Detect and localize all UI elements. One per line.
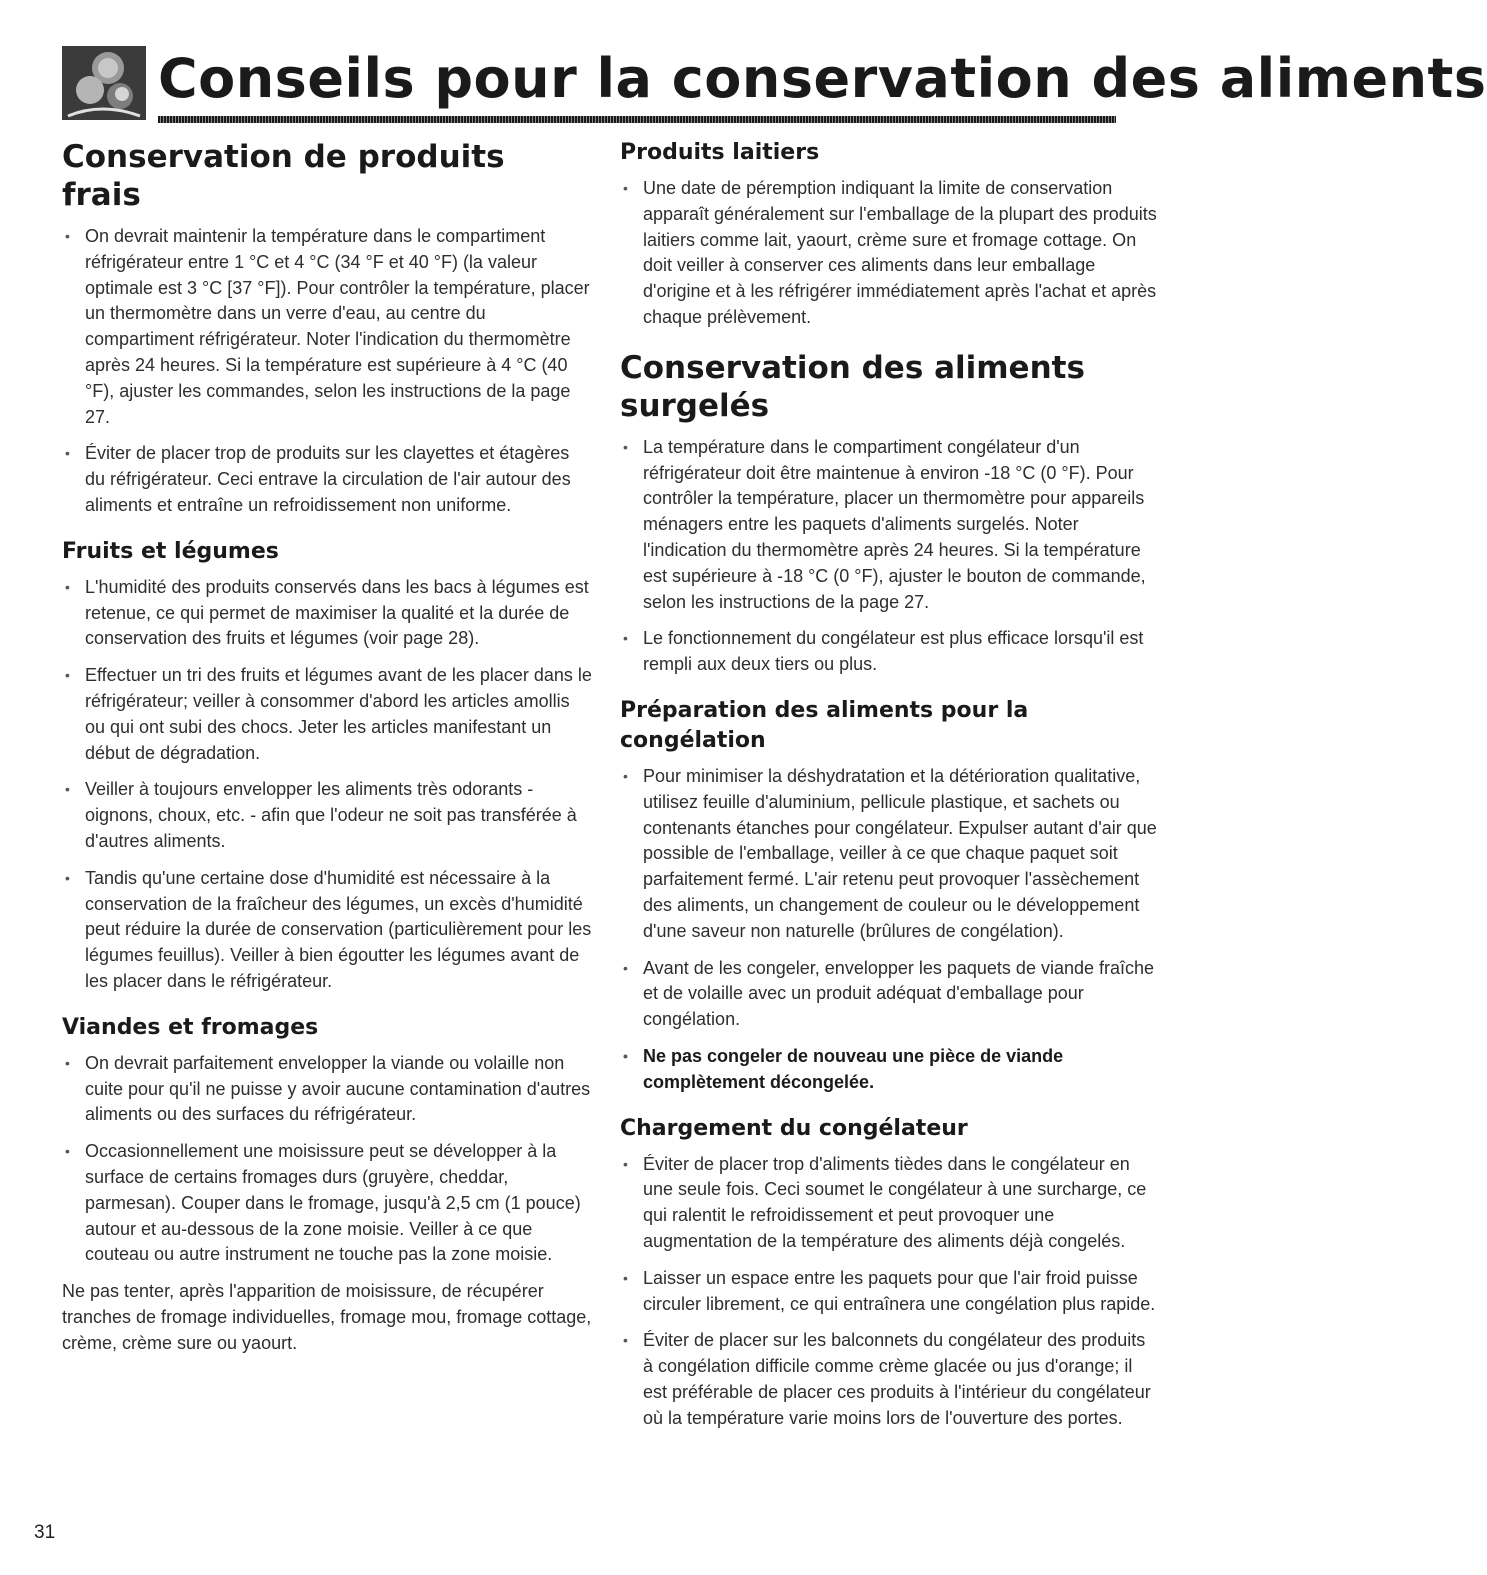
section-chargement-congelateur	[620, 1114, 1160, 1432]
left-column	[62, 138, 592, 1374]
section-preparation-congelation	[620, 696, 1160, 1096]
list-item: • Veiller à toujours envelopper les aliments très odorants - oignons, choux, etc. - afin que l'odeur ne soit pas transférée à d'autres aliments.	[62, 777, 592, 854]
list-item: • Une date de péremption indiquant la limite de conservation apparaît généralement sur l'emballage de la plupart des produits laitiers comme lait, yaourt, crème sure et fromage cottage. On doit veiller à conserver ces aliments dans leur emballage d'origine et à les réfrigérer immédiatement après l'achat et après chaque prélèvement.	[620, 176, 1160, 331]
list-item: • La température dans le compartiment congélateur d'un réfrigérateur doit être maintenue à environ -18 °C (0 °F). Pour contrôler la température, placer un thermomètre pour appareils ménagers entre les paquets d'aliments surgelés. Noter l'indication du thermomètre après 24 heures. Si la température est supérieure à -18 °C (0 °F), ajuster le bouton de commande, selon les instructions de la page 27.	[620, 435, 1160, 616]
list-item: • Occasionnellement une moisissure peut se développer à la surface de certains fromages durs (gruyère, cheddar, parmesan). Couper dans le fromage, jusqu'à 2,5 cm (1 pouce) autour et au-dessous de la zone moisie. Veiller à ce que couteau ou autre instrument ne touche pas la zone moisie.	[62, 1139, 592, 1268]
section-title: Fruits et légumes	[62, 538, 279, 564]
page-header	[62, 42, 1487, 128]
section-title: Chargement du congélateur	[620, 1115, 968, 1141]
list-item: • Éviter de placer sur les balconnets du congélateur des produits à congélation difficile comme crème glacée ou jus d'orange; il est préférable de placer ces produits à l'intérieur du congélateur où la température varie moins lors de l'ouverture des portes.	[620, 1328, 1160, 1431]
section-title: Produits laitiers	[620, 140, 820, 165]
section-title: Viandes et fromages	[62, 1014, 319, 1040]
list-item: • Avant de les congeler, envelopper les paquets de viande fraîche et de volaille avec un produit adéquat d'emballage pour congélation.	[620, 956, 1160, 1033]
section-aliments-surgeles	[620, 349, 1160, 678]
page-number: 31	[34, 1522, 56, 1543]
list-item: • L'humidité des produits conservés dans les bacs à légumes est retenue, ce qui permet de maximiser la qualité et la durée de conservation des fruits et légumes (voir page 28).	[62, 575, 592, 652]
title-rule	[158, 116, 1116, 123]
right-column	[620, 138, 1160, 1449]
section-title: Préparation des aliments pour la congélation	[620, 697, 1029, 753]
paragraph: Ne pas tenter, après l'apparition de moisissure, de récupérer tranches de fromage individuelles, fromage mou, fromage cottage, crème, crème sure ou yaourt.	[62, 1281, 592, 1353]
list-item: • Effectuer un tri des fruits et légumes avant de les placer dans le réfrigérateur; veiller à consommer d'abord les articles amollis ou qui ont subi des chocs. Jeter les articles manifestant un début de dégradation.	[62, 663, 592, 766]
list-item: • Laisser un espace entre les paquets pour que l'air froid puisse circuler librement, ce qui entraînera une congélation plus rapide.	[620, 1266, 1160, 1318]
list-item: • Tandis qu'une certaine dose d'humidité est nécessaire à la conservation de la fraîcheur des légumes, un excès d'humidité peut réduire la durée de conservation (particulièrement pour les légumes feuillus). Veiller à bien égoutter les légumes avant de les placer dans le réfrigérateur.	[62, 866, 592, 995]
section-title: Conservation des aliments surgelés	[620, 349, 1085, 424]
list-item: • Éviter de placer trop de produits sur les clayettes et étagères du réfrigérateur. Ceci entrave la circulation de l'air autour des aliments et entraîne un refroidissement non uniforme.	[62, 441, 592, 518]
list-item: • On devrait parfaitement envelopper la viande ou volaille non cuite pour qu'il ne puisse y avoir aucune contamination d'autres aliments ou des surfaces du réfrigérateur.	[62, 1051, 592, 1128]
list-item: • Éviter de placer trop d'aliments tièdes dans le congélateur en une seule fois. Ceci soumet le congélateur à une surcharge, ce qui ralentit le refroidissement et peut provoquer une augmentation de la température des aliments déjà congelés.	[620, 1152, 1160, 1255]
list-item: • On devrait maintenir la température dans le compartiment réfrigérateur entre 1 °C et 4 °C (34 °F et 40 °F) (la valeur optimale est 3 °C [37 °F]). Pour contrôler la température, placer un thermomètre dans un verre d'eau, au centre du compartiment réfrigérateur. Noter l'indication du thermomètre après 24 heures. Si la température est supérieure à 4 °C (40 °F), ajuster les commandes, selon les instructions de la page 27.	[62, 224, 592, 430]
section-produits-laitiers	[620, 138, 1160, 331]
section-produits-frais	[62, 138, 592, 519]
section-viandes-fromages	[62, 1013, 592, 1357]
list-item: • Le fonctionnement du congélateur est plus efficace lorsqu'il est rempli aux deux tiers ou plus.	[620, 626, 1160, 678]
section-title: Conservation de produits frais	[62, 139, 505, 213]
warning-item: • Ne pas congeler de nouveau une pièce de viande complètement décongelée.	[620, 1044, 1160, 1096]
page-title: Conseils pour la conservation des aliments	[158, 47, 1487, 110]
list-item: • Pour minimiser la déshydratation et la détérioration qualitative, utilisez feuille d'aluminium, pellicule plastique, et sachets ou contenants étanches pour congélateur. Expulser autant d'air que possible de l'emballage, veiller à ce que chaque paquet soit parfaitement fermé. L'air retenu peut provoquer l'assèchement des aliments, un changement de couleur ou le développement d'une saveur non naturelle (brûlures de congélation).	[620, 764, 1160, 945]
food-icon	[62, 46, 146, 120]
section-fruits-legumes	[62, 537, 592, 995]
